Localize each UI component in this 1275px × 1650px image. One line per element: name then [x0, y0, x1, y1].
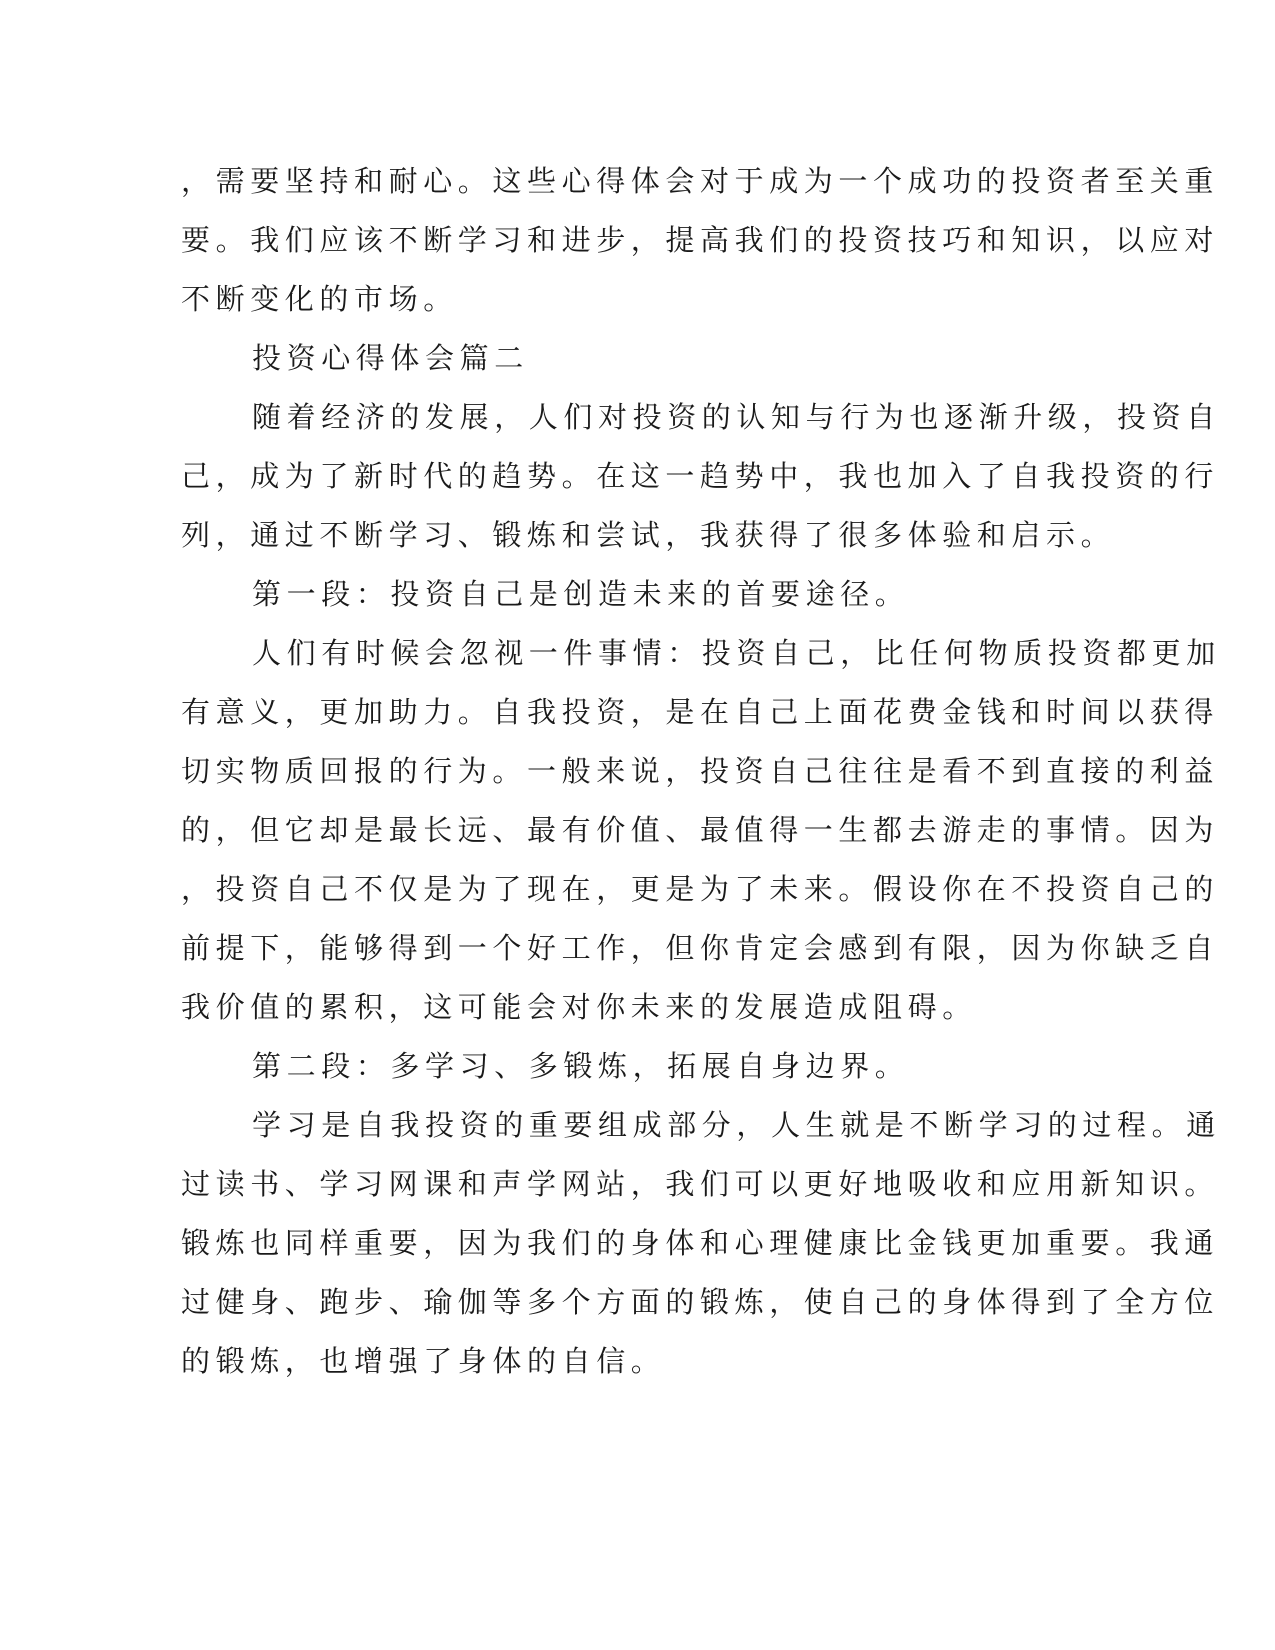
section-title: 投资心得体会篇二	[252, 341, 529, 375]
paragraph-heading: 第二段：多学习、多锻炼，拓展自身边界。	[252, 1049, 910, 1083]
text-line: 列，通过不断学习、锻炼和尝试，我获得了很多体验和启示。	[181, 518, 1116, 552]
paragraph-heading: 第一段：投资自己是创造未来的首要途径。	[252, 577, 910, 611]
text-line: 人们有时候会忽视一件事情：投资自己，比任何物质投资都更加	[252, 636, 1221, 670]
text-line: 锻炼也同样重要，因为我们的身体和心理健康比金钱更加重要。我通	[181, 1226, 1220, 1260]
text-line: 学习是自我投资的重要组成部分，人生就是不断学习的过程。通	[252, 1108, 1221, 1142]
text-line: 随着经济的发展，人们对投资的认知与行为也逐渐升级，投资自	[252, 400, 1221, 434]
text-line: 的锻炼，也增强了身体的自信。	[181, 1344, 666, 1378]
text-line: 过读书、学习网课和声学网站，我们可以更好地吸收和应用新知识。	[181, 1167, 1220, 1201]
text-line: 不断变化的市场。	[181, 282, 458, 316]
text-line: 前提下，能够得到一个好工作，但你肯定会感到有限，因为你缺乏自	[181, 931, 1220, 965]
text-line: ，投资自己不仅是为了现在，更是为了未来。假设你在不投资自己的	[181, 872, 1220, 906]
text-line: ，需要坚持和耐心。这些心得体会对于成为一个成功的投资者至关重	[181, 164, 1220, 198]
text-line: 要。我们应该不断学习和进步，提高我们的投资技巧和知识，以应对	[181, 223, 1220, 257]
text-line: 切实物质回报的行为。一般来说，投资自己往往是看不到直接的利益	[181, 754, 1220, 788]
text-line: 有意义，更加助力。自我投资，是在自己上面花费金钱和时间以获得	[181, 695, 1220, 729]
text-line: 我价值的累积，这可能会对你未来的发展造成阻碍。	[181, 990, 977, 1024]
text-line: 过健身、跑步、瑜伽等多个方面的锻炼，使自己的身体得到了全方位	[181, 1285, 1220, 1319]
text-line: 己，成为了新时代的趋势。在这一趋势中，我也加入了自我投资的行	[181, 459, 1220, 493]
text-line: 的，但它却是最长远、最有价值、最值得一生都去游走的事情。因为	[181, 813, 1220, 847]
